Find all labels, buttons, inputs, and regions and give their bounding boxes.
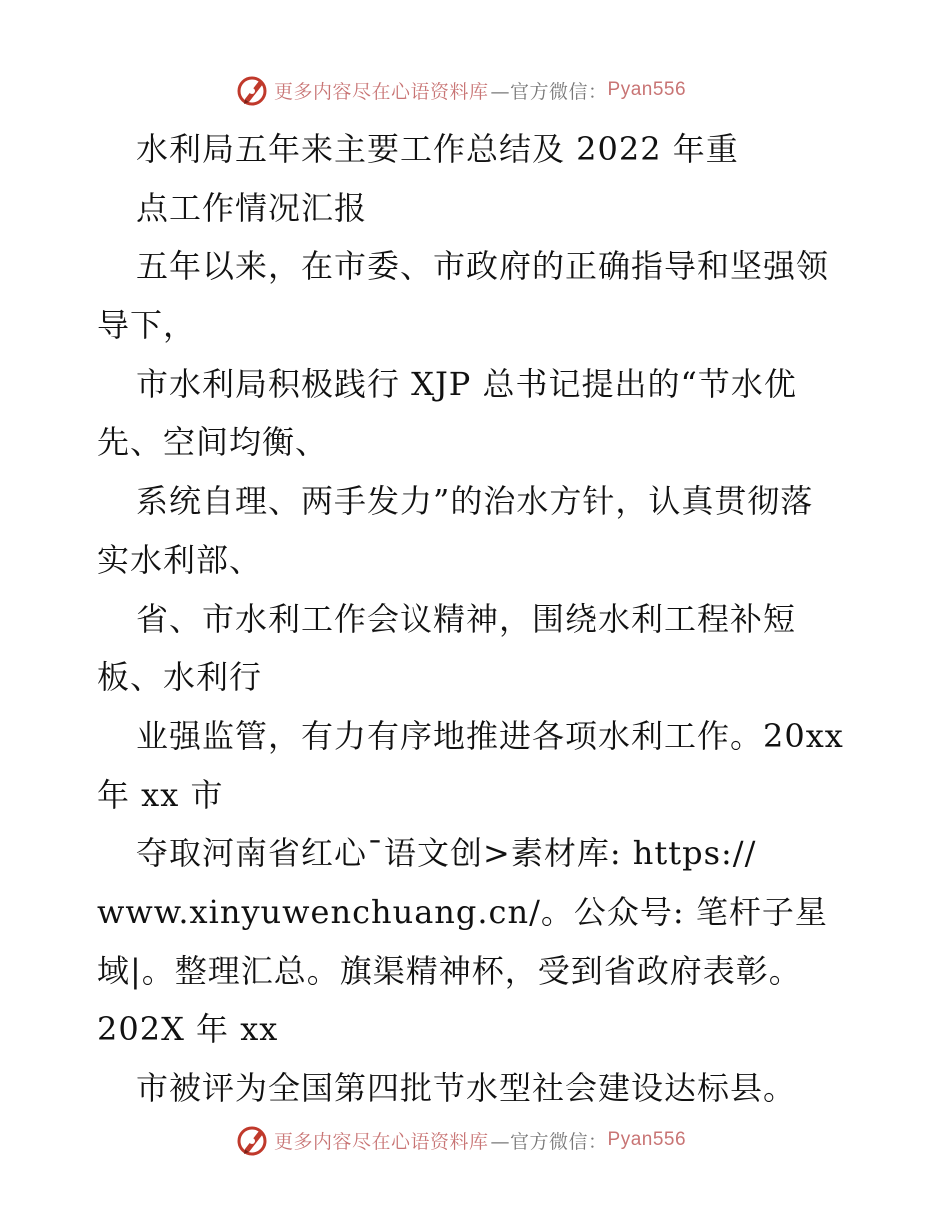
text-line: 202X 年 xx [97,1010,279,1049]
text-line: 市水利局积极践行 XJP 总书记提出的“节水优 [136,364,797,403]
text-line: 业强监管，有力有序地推进各项水利工作。20xx [136,716,844,755]
text-line: 水利局五年来主要工作总结及 2022 年重 [136,130,739,168]
banner-official-label: —官方微信： [490,1130,608,1153]
text-line: 年 xx 市 [97,775,224,814]
banner-title: 更多内容尽在心语资料库 [274,80,489,103]
top-watermark-banner [236,70,686,110]
text-line: 实水利部、 [97,540,263,579]
banner-official-label: —官方微信： [490,80,608,103]
text-line: 夺取河南省红心¯语文创>素材库: https:// [136,834,757,873]
document-body [97,120,867,1118]
text-line: 先、空间均衡、 [97,423,329,462]
text-line: 市被评为全国第四批节水型社会建设达标县。 [136,1069,797,1107]
text-line: 省、市水利工作会议精神，围绕水利工程补短 [136,599,797,638]
text-line: 五年以来，在市委、市政府的正确指导和坚强领 [136,247,830,286]
text-line: 导下， [97,306,197,345]
text-line: 域|。整理汇总。旗渠精神杯，受到省政府表彰。 [97,951,802,990]
banner-title: 更多内容尽在心语资料库 [274,1130,489,1153]
text-line: 板、水利行 [97,658,263,697]
pen-circle-logo-icon [236,73,270,107]
banner-wechat-id: Pyan556 [607,79,687,100]
text-line: 点工作情况汇报 [136,188,368,227]
banner-wechat-id: Pyan556 [607,1129,687,1150]
text-line: www.xinyuwenchuang.cn/。公众号: 笔杆子星 [97,892,828,931]
text-line: 系统自理、两手发力”的治水方针，认真贯彻落 [136,482,814,521]
bottom-watermark-banner [236,1120,686,1160]
pen-circle-logo-icon [236,1123,270,1157]
